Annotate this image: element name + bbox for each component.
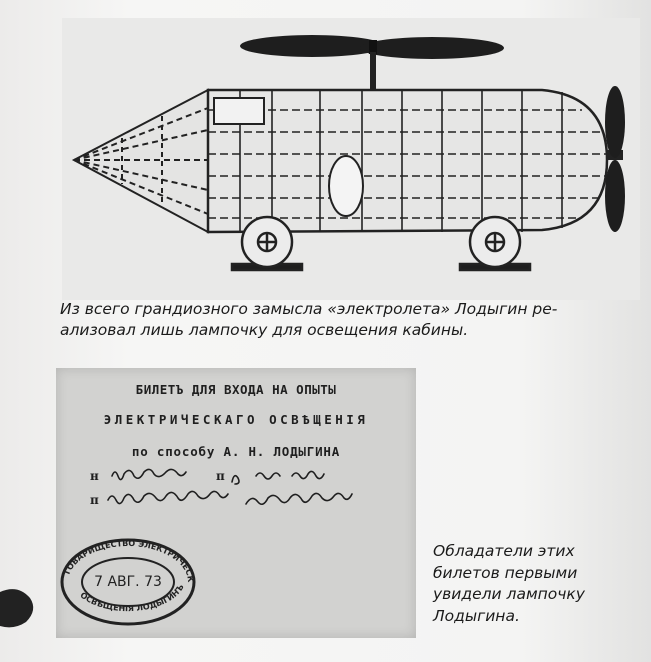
nose-cone [74, 90, 208, 232]
ticket-title-line: БИЛЕТЪ ДЛЯ ВХОДА НА ОПЫТЫ [135, 382, 337, 397]
electrolet-drawing [62, 18, 640, 300]
ticket-method-line: по способу А. Н. ЛОДЫГИНА [131, 444, 341, 459]
caption-line: билетов первыми [433, 563, 578, 582]
svg-text:п: п [216, 469, 225, 483]
svg-text:ОСВѢЩЕНІЯ ЛОДЫГИНЪ и Ко: ОСВѢЩЕНІЯ ЛОДЫГИНЪ [78, 582, 186, 614]
entry-ticket [56, 368, 416, 638]
svg-text:н: н [90, 469, 99, 483]
stamp-date: 7 АВГ. 73 [94, 574, 162, 590]
airship-body [208, 90, 607, 232]
illustration-caption [60, 299, 635, 341]
caption-line: Обладатели этих [433, 542, 575, 560]
top-propeller [240, 35, 504, 94]
rear-propeller [605, 86, 625, 232]
ticket-caption [433, 541, 643, 627]
scan-thumb-shadow [0, 582, 40, 632]
ticket-subtitle-line: ЭЛЕКТРИЧЕСКАГО ОСВѢЩЕНІЯ [103, 412, 369, 427]
svg-text:п: п [90, 493, 99, 507]
caption-line: ализовал лишь лампочку для освещения кабины. [60, 321, 469, 339]
company-stamp [58, 536, 198, 628]
caption-line: увидели лампочку [433, 585, 585, 603]
caption-line: Из всего грандиозного замысла «электролета» Лодыгин ре- [60, 300, 558, 318]
caption-line: Лодыгина. [433, 606, 520, 625]
electrolet-illustration [62, 18, 640, 300]
svg-text:ТОВАРИЩЕСТВО ЭЛЕКТРИЧЕСКАГО: ТОВАРИЩЕСТВО ЭЛЕКТРИЧЕСК [62, 538, 196, 583]
